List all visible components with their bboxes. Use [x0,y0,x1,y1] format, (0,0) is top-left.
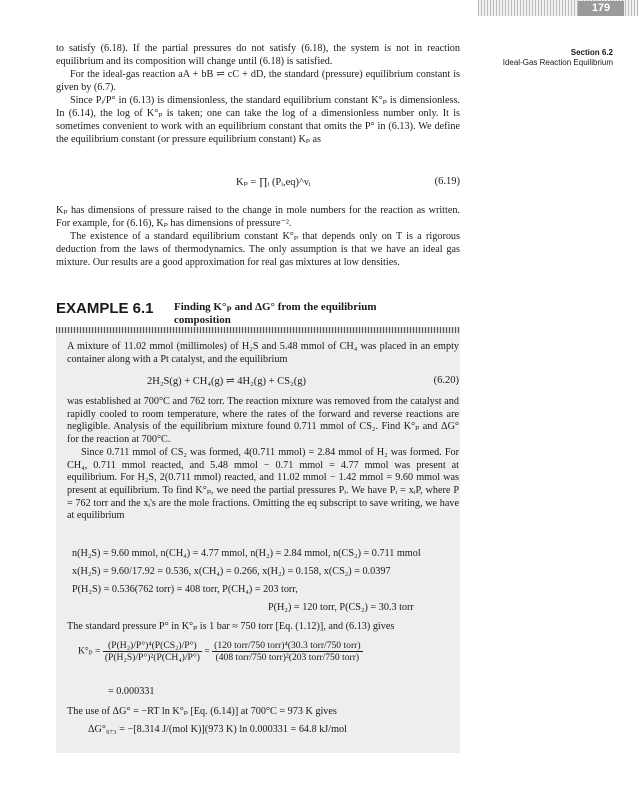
page-number: 179 [578,1,624,16]
fraction-numerator: (120 torr/750 torr)⁴(30.3 torr/750 torr) [214,640,361,651]
section-title: Ideal-Gas Reaction Equilibrium [502,58,613,67]
paragraph: Kₚ has dimensions of pressure raised to the change in mole numbers for the reaction as written. For example, for (6.16), Kₚ has dimensions of pressure⁻². [56,205,460,229]
paragraph: The use of ΔG° = −RT ln K°ₚ [Eq. (6.14)] at 700°C = 973 K gives [67,706,337,717]
section-label [503,48,613,68]
equals-sign: = [204,645,210,657]
paragraph: The existence of a standard equilibrium constant K°ₚ that depends only on T is a rigorous deduction from the laws of thermodynamics. The only assumption is that we have an ideal gas mixture. Our results are a good approximation for real gas mixtures at low densities. [56,231,460,268]
kp-expression [78,640,363,663]
kp-result: = 0.000331 [108,686,155,697]
paragraph: The standard pressure P° in K°ₚ is 1 bar ≈ 750 torr [Eq. (1.12)], and (6.13) gives [67,621,395,632]
equation-number: (6.20) [433,375,459,386]
paragraph: For the ideal-gas reaction aA + bB ⇌ cC + dD, the standard (pressure) equilibrium constant is given by (6.7). [56,69,460,93]
mole-numbers: n(H₂S) = 9.60 mmol, n(CH₄) = 4.77 mmol, n(H₂) = 2.84 mmol, n(CS₂) = 0.711 mmol [72,548,421,559]
kp-lhs: K°ₚ = [78,645,101,657]
body-text-2 [56,204,460,269]
example-title-line2: composition [174,314,231,326]
partial-pressures-2: P(H₂) = 120 torr, P(CS₂) = 30.3 torr [268,602,414,613]
body-text [56,42,460,146]
example-title [174,301,377,327]
example-text-2 [67,396,459,523]
section-number: Section 6.2 [570,48,613,57]
example-text-4 [67,706,459,719]
fraction-numerator: (P(H₂)/P°)⁴(P(CS₂)/P°) [103,640,202,652]
paragraph: was established at 700°C and 762 torr. The reaction mixture was removed from the catalyst and rapidly cooled to room temperature, where the rates of the forward and reverse reactions are negligible. Analysis of the equilibrium mixture found 0.711 mmol of CS₂. Find K°ₚ and ΔG° for the reaction at 700°C. [67,396,459,446]
example-text-1 [67,341,459,366]
equation-text: Kₚ = ∏ᵢ (Pᵢ,eq)^νᵢ [236,177,311,188]
kp-fraction-numeric [212,640,362,663]
example-title-line1: Finding K°ₚ and ΔG° from the equilibrium [174,301,377,313]
example-label: EXAMPLE 6.1 [56,300,154,317]
fraction-denominator: (408 torr/750 torr)²(203 torr/750 torr) [215,652,360,663]
example-text-3 [67,621,459,634]
paragraph: A mixture of 11.02 mmol (millimoles) of H₂S and 5.48 mmol of CH₄ was placed in an empty container along with a Pt catalyst, and the equilibrium [67,341,459,365]
kp-fraction-symbolic [103,640,202,663]
delta-g-result: ΔG°₉₇₃ = −[8.314 J/(mol K)](973 K) ln 0.000331 = 64.8 kJ/mol [88,724,347,735]
paragraph: Since 0.711 mmol of CS₂ was formed, 4(0.711 mmol) = 2.84 mmol of H₂ was formed. For CH₄, 0.711 mmol reacted, and 5.48 mmol − 0.71 mmol = 4.77 mmol was present at equilibrium. For H₂S, 2(0.711 mmol) reacted, and 11.02 mmol − 1.42 mmol = 9.60 mmol was present at equilibrium. To find K°ₚ, we need the partial pressures Pᵢ. We have Pᵢ = xᵢP, where P = 762 torr and the xᵢ's are the mole fractions. Omitting the eq subscript to save writing, we have at equilibrium [67,446,459,522]
equation-number: (6.19) [434,176,460,187]
mole-fractions: x(H₂S) = 9.60/17.92 = 0.536, x(CH₄) = 0.266, x(H₂) = 0.158, x(CS₂) = 0.0397 [72,566,391,577]
partial-pressures: P(H₂S) = 0.536(762 torr) = 408 torr, P(CH₄) = 203 torr, [72,584,298,595]
paragraph: to satisfy (6.18). If the partial pressures do not satisfy (6.18), the system is not in reaction equilibrium and its composition will change until (6.18) is satisfied. [56,43,460,67]
equation-text: 2H₂S(g) + CH₄(g) ⇌ 4H₂(g) + CS₂(g) [147,376,306,387]
paragraph: Since Pᵢ/P° in (6.13) is dimensionless, the standard equilibrium constant K°ₚ is dimensionless. In (6.14), the log of K°ₚ is taken; one can take the log of a dimensionless number only. It is sometimes convenient to work with an equilibrium constant that omits the P° in (6.13). We define the equilibrium constant (or pressure equilibrium constant) Kₚ as [56,95,460,145]
fraction-denominator: (P(H₂S)/P°)²(P(CH₄)/P°) [104,652,200,663]
